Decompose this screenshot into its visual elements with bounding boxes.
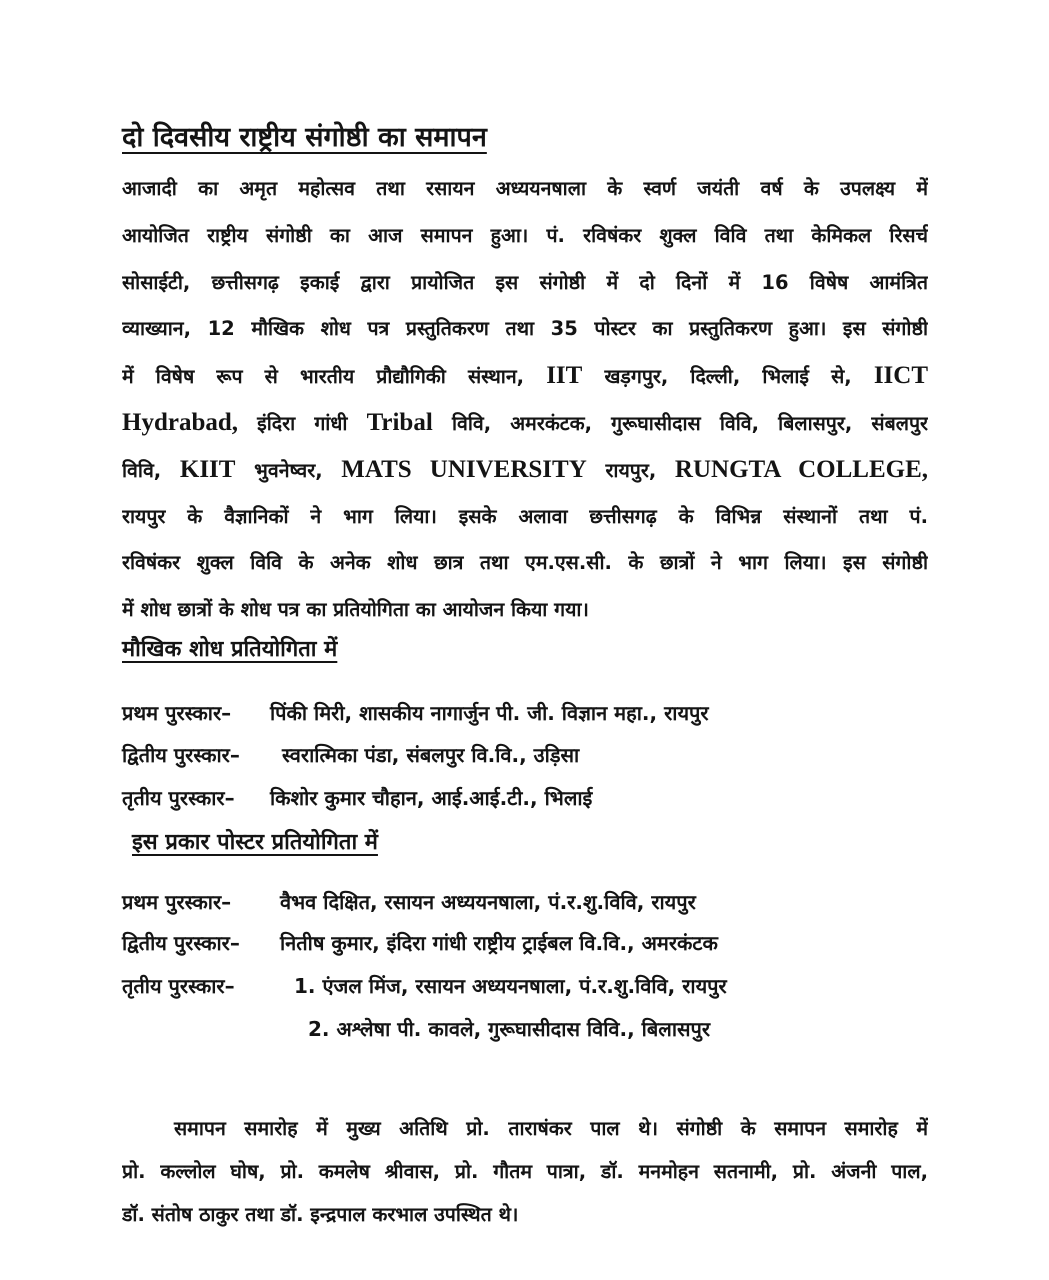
document-title: दो दिवसीय राष्ट्रीय संगोष्ठी का समापन <box>122 122 487 153</box>
award-value: वैभव दिक्षित, रसायन अध्ययनषाला, पं.र.शु.विवि, रायपुर <box>280 890 696 914</box>
oral-competition-heading: मौखिक शोध प्रतियोगिता में <box>122 637 338 662</box>
award-label: द्वितीय पुरस्कार– <box>122 743 240 767</box>
intro-line <box>122 447 928 494</box>
intro-paragraph <box>122 166 928 634</box>
oral-award-third <box>122 783 593 813</box>
award-value: 1. एंजल मिंज, रसायन अध्ययनषाला, पं.र.शु.विवि, रायपुर <box>294 974 727 998</box>
intro-line: सोसाईटी, छत्तीसगढ़ इकाई द्वारा प्रायोजित इस संगोष्ठी में दो दिनों में 16 विषेष आमंत्रित <box>122 270 928 294</box>
intro-line: रायपुर के वैज्ञानिकों ने भाग लिया। इसके अलावा छत्तीसगढ़ के विभिन्न संस्थानों तथा पं. <box>122 504 928 528</box>
text-run: KIIT <box>179 455 236 483</box>
text-run: में विषेष रूप से भारतीय प्रौद्यौगिकी संस्थान, <box>122 365 525 389</box>
oral-award-first <box>122 698 709 728</box>
award-value: स्वरात्मिका पंडा, संबलपुर वि.वि., उड़िसा <box>282 743 580 767</box>
text-run: RUNGTA COLLEGE, <box>674 455 928 483</box>
intro-line <box>122 400 928 447</box>
text-run: इंदिरा गांधी <box>257 411 348 435</box>
award-label: प्रथम पुरस्कार– <box>122 890 232 914</box>
poster-award-third <box>122 971 727 1001</box>
award-value: किशोर कुमार चौहान, आई.आई.टी., भिलाई <box>270 786 593 810</box>
text-run: विवि, अमरकंटक, गुरूघासीदास विवि, बिलासपुर, संबलपुर <box>451 411 928 435</box>
intro-line: आजादी का अमृत महोत्सव तथा रसायन अध्ययनषाला के स्वर्ण जयंती वर्ष के उपलक्ष्य में <box>122 177 928 200</box>
text-run: IICT <box>873 362 928 390</box>
closing-line: प्रो. कल्लोल घोष, प्रो. कमलेष श्रीवास, प्रो. गौतम पात्रा, डॉ. मनमोहन सतनामी, प्रो. अंजनी पाल, <box>122 1160 928 1183</box>
text-run: IIT <box>546 362 583 390</box>
award-value: पिंकी मिरी, शासकीय नागार्जुन पी. जी. विज्ञान महा., रायपुर <box>270 701 709 725</box>
closing-paragraph <box>122 1107 928 1236</box>
intro-line: में शोध छात्रों के शोध पत्र का प्रतियोगिता का आयोजन किया गया। <box>122 598 589 622</box>
intro-line: आयोजित राष्ट्रीय संगोष्ठी का आज समापन हुआ। पं. रविषंकर शुक्ल विवि तथा केमिकल रिसर्च <box>122 223 928 247</box>
text-run: Tribal <box>366 408 433 436</box>
award-label: प्रथम पुरस्कार– <box>122 701 232 725</box>
text-run: रायपुर, <box>605 458 657 482</box>
intro-line: रविषंकर शुक्ल विवि के अनेक शोध छात्र तथा एम.एस.सी. के छात्रों ने भाग लिया। इस संगोष्ठी <box>122 551 928 575</box>
award-label: तृतीय पुरस्कार– <box>122 786 235 810</box>
award-label: द्वितीय पुरस्कार– <box>122 931 240 955</box>
text-run: खड़गपुर, दिल्ली, भिलाई से, <box>604 365 852 389</box>
oral-award-second <box>122 740 580 770</box>
award-value: 2. अश्लेषा पी. कावले, गुरूघासीदास विवि., बिलासपुर <box>308 1017 711 1041</box>
award-value: नितीष कुमार, इंदिरा गांधी राष्ट्रीय ट्राईबल वि.वि., अमरकंटक <box>280 931 718 955</box>
text-run: MATS UNIVERSITY <box>341 455 587 483</box>
award-label: तृतीय पुरस्कार– <box>122 974 235 998</box>
intro-line: व्याख्यान, 12 मौखिक शोध पत्र प्रस्तुतिकरण तथा 35 पोस्टर का प्रस्तुतिकरण हुआ। इस संगोष्ठी <box>122 317 928 341</box>
text-run: Hydrabad, <box>122 408 239 436</box>
closing-line: समापन समारोह में मुख्य अतिथि प्रो. ताराषंकर पाल थे। संगोष्ठी के समापन समारोह में <box>174 1117 928 1140</box>
text-run: विवि, <box>122 458 162 482</box>
poster-competition-heading: इस प्रकार पोस्टर प्रतियोगिता में <box>132 830 378 855</box>
poster-award-second <box>122 928 718 958</box>
intro-line <box>122 353 928 400</box>
closing-line: डॉ. संतोष ठाकुर तथा डॉ. इन्द्रपाल करभाल उपस्थित थे। <box>122 1203 519 1226</box>
text-run: भुवनेष्वर, <box>254 458 323 482</box>
poster-award-first <box>122 887 696 917</box>
